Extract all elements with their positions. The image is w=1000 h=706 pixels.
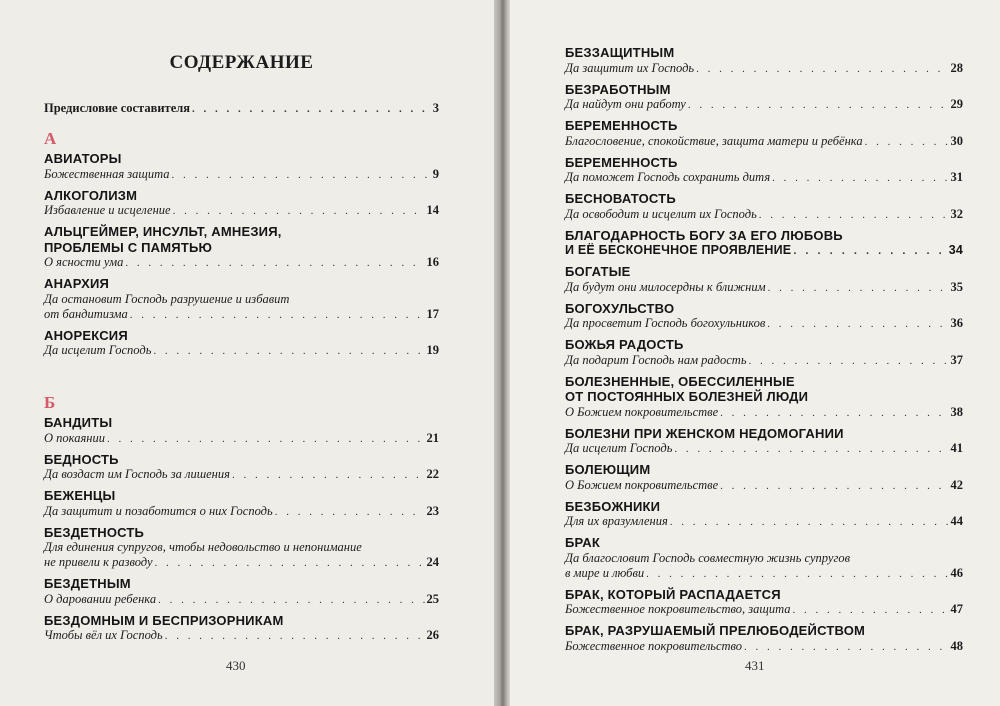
entry-heading: АЛЬЦГЕЙМЕР, ИНСУЛЬТ, АМНЕЗИЯ, xyxy=(44,224,282,239)
entry-heading: АЛКОГОЛИЗМ xyxy=(44,187,138,203)
entry-subtitle: Да исцелит Господь xyxy=(565,441,673,455)
entry-heading: БЕЗЗАЩИТНЫМ xyxy=(565,45,675,60)
entry-subtitle: Да исцелит Господь xyxy=(44,343,152,357)
toc-entry[interactable] xyxy=(565,155,963,187)
toc-entry[interactable] xyxy=(565,374,963,421)
toc-entry[interactable] xyxy=(44,613,439,645)
toc-entry[interactable] xyxy=(565,587,963,619)
left-page xyxy=(0,0,494,706)
entry-subtitle-cont: в мире и любви xyxy=(565,565,645,580)
entry-heading: БРАК xyxy=(565,535,600,550)
entry-heading: БЕЗДЕТНЫМ xyxy=(44,576,131,591)
page-number: 9 xyxy=(432,166,439,181)
entry-subtitle: Да просветит Господь богохульников xyxy=(565,316,766,330)
entry-heading: БЕЗРАБОТНЫМ xyxy=(565,81,671,97)
entry-heading: БОГОХУЛЬСТВО xyxy=(565,300,675,316)
entry-subtitle: Да будут они милосердны к ближним xyxy=(565,279,766,294)
toc-entry[interactable] xyxy=(44,276,439,323)
entry-subtitle: Да найдут они работу xyxy=(565,97,686,111)
page-number: 26 xyxy=(426,628,439,642)
entry-subtitle: О даровании ребенка xyxy=(44,591,157,606)
entry-heading: БЕЗДЕТНОСТЬ xyxy=(44,524,145,540)
entry-heading: БРАК, РАЗРУШАЕМЫЙ ПРЕЛЮБОДЕЙСТВОМ xyxy=(565,623,866,638)
entry-subtitle: Да остановит Господь разрушение и избавит xyxy=(44,291,290,306)
entry-subtitle: Благословение, спокойствие, защита матери и ребёнка xyxy=(565,133,863,148)
page-number: 42 xyxy=(950,477,963,492)
page-number: 14 xyxy=(426,203,439,217)
entry-heading: БОГАТЫЕ xyxy=(565,264,631,279)
toc-entry[interactable] xyxy=(565,118,963,150)
entry-heading: БОЛЕЗНИ ПРИ ЖЕНСКОМ НЕДОМОГАНИИ xyxy=(565,425,844,441)
preface-label: Предисловие составителя xyxy=(44,101,191,115)
toc-entry[interactable] xyxy=(565,301,963,333)
toc-entry[interactable] xyxy=(44,525,439,572)
page-number: 35 xyxy=(950,279,963,294)
entry-subtitle: Да защитит их Господь xyxy=(565,60,695,75)
entry-heading-cont: ПРОБЛЕМЫ С ПАМЯТЬЮ xyxy=(44,239,213,255)
toc-entry[interactable] xyxy=(565,426,963,458)
page-folio: 430 xyxy=(226,658,246,673)
page-number: 21 xyxy=(426,430,439,445)
entry-heading: БЕДНОСТЬ xyxy=(44,451,119,467)
toc-left xyxy=(44,52,439,649)
toc-entry[interactable] xyxy=(565,499,963,531)
entry-heading: БОЛЕЮЩИМ xyxy=(565,462,651,477)
entry-subtitle-cont: от бандитизма xyxy=(44,306,128,321)
entry-heading: БЕРЕМЕННОСТЬ xyxy=(565,154,678,170)
entry-subtitle: Божественная защита xyxy=(44,166,170,181)
page-number: 36 xyxy=(950,316,963,330)
entry-subtitle: Да подарит Господь нам радость xyxy=(565,352,747,367)
entry-subtitle: Да благословит Господь совместную жизнь супругов xyxy=(565,550,850,565)
toc-entry[interactable] xyxy=(565,82,963,114)
entry-heading: БРАК, КОТОРЫЙ РАСПАДАЕТСЯ xyxy=(565,586,781,602)
entry-subtitle: Да защитит и позаботится о них Господь xyxy=(44,503,273,518)
page-number: 37 xyxy=(950,352,963,367)
page-folio: 431 xyxy=(745,658,765,673)
entry-subtitle: Чтобы вёл их Господь xyxy=(44,628,163,642)
entry-subtitle: Божественное покровительство, защита xyxy=(565,602,791,616)
entry-subtitle: Божественное покровительство xyxy=(565,638,743,653)
toc-entry[interactable] xyxy=(44,328,439,360)
toc-entry[interactable] xyxy=(44,576,439,608)
entry-subtitle: О ясности ума xyxy=(44,255,124,269)
entry-heading: АНОРЕКСИЯ xyxy=(44,327,128,343)
entry-subtitle-cont: не привели к разводу xyxy=(44,555,153,569)
entry-heading: АВИАТОРЫ xyxy=(44,151,122,166)
page-number: 16 xyxy=(426,255,439,269)
page-number: 22 xyxy=(426,467,439,481)
page-number: 30 xyxy=(950,133,963,148)
page-number: 19 xyxy=(426,343,439,357)
entry-subtitle: Для единения супругов, чтобы недовольство и непонимание xyxy=(44,540,362,554)
page-number: 3 xyxy=(432,101,439,115)
entry-heading: БЕРЕМЕННОСТЬ xyxy=(565,118,678,133)
entry-heading: БЕЗДОМНЫМ И БЕСПРИЗОРНИКАМ xyxy=(44,612,284,628)
entry-subtitle: Да освободит и исцелит их Господь xyxy=(565,206,757,221)
toc-entry[interactable] xyxy=(44,452,439,484)
toc-entry[interactable] xyxy=(44,151,439,183)
page-number: 34 xyxy=(948,243,963,257)
entry-subtitle: Да воздаст им Господь за лишения xyxy=(44,467,230,481)
page-number: 46 xyxy=(950,565,963,580)
page-number: 32 xyxy=(950,206,963,221)
page-number: 41 xyxy=(950,441,963,455)
toc-right xyxy=(565,45,963,660)
toc-entry[interactable] xyxy=(565,191,963,223)
entry-subtitle: О Божием покровительстве xyxy=(565,477,719,492)
entry-heading: БАНДИТЫ xyxy=(44,415,113,430)
page-number: 48 xyxy=(950,638,963,653)
entry-heading: БОЖЬЯ РАДОСТЬ xyxy=(565,337,684,352)
entry-heading: БЛАГОДАРНОСТЬ БОГУ ЗА ЕГО ЛЮБОВЬ xyxy=(565,227,843,243)
toc-entry[interactable] xyxy=(565,462,963,494)
toc-entry[interactable] xyxy=(44,188,439,220)
preface-entry[interactable] xyxy=(44,101,439,117)
page-number: 44 xyxy=(950,514,963,528)
page-number: 23 xyxy=(426,503,439,518)
toc-entry[interactable] xyxy=(565,228,963,260)
page-number: 29 xyxy=(950,97,963,111)
page-number: 24 xyxy=(426,555,439,569)
entry-subtitle: О Божием покровительстве xyxy=(565,404,719,419)
toc-entry[interactable] xyxy=(565,45,963,77)
toc-entry[interactable] xyxy=(565,337,963,369)
toc-entry[interactable] xyxy=(565,264,963,296)
toc-entry[interactable] xyxy=(44,415,439,447)
page-title: СОДЕРЖАНИЕ xyxy=(169,52,314,73)
page-number: 47 xyxy=(950,602,963,616)
entry-subtitle: Избавление и исцеление xyxy=(44,203,171,217)
right-page xyxy=(510,0,1000,706)
entry-heading: БОЛЕЗНЕННЫЕ, ОБЕССИЛЕННЫЕ xyxy=(565,373,795,389)
page-number: 25 xyxy=(426,591,439,606)
page-number: 17 xyxy=(426,306,439,321)
entry-heading-cont: И ЕЁ БЕСКОНЕЧНОЕ ПРОЯВЛЕНИЕ xyxy=(565,243,792,257)
section-letter-a: А xyxy=(44,129,57,148)
page-number: 28 xyxy=(950,60,963,75)
toc-entry[interactable] xyxy=(565,623,963,655)
toc-entry[interactable] xyxy=(44,488,439,520)
toc-entry[interactable] xyxy=(565,535,963,582)
entry-subtitle: Для их вразумления xyxy=(565,514,668,528)
entry-heading: БЕЗБОЖНИКИ xyxy=(565,498,661,514)
entry-subtitle: О покаянии xyxy=(44,430,105,445)
book-spine xyxy=(494,0,510,706)
page-number: 38 xyxy=(950,404,963,419)
entry-heading: БЕСНОВАТОСТЬ xyxy=(565,191,676,206)
entry-subtitle: Да поможет Господь сохранить дитя xyxy=(565,170,771,184)
page-number: 31 xyxy=(950,170,963,184)
entry-heading: БЕЖЕНЦЫ xyxy=(44,488,116,503)
section-letter-b: Б xyxy=(44,393,56,412)
entry-heading: АНАРХИЯ xyxy=(44,276,110,291)
toc-entry[interactable] xyxy=(44,224,439,271)
entry-heading-cont: ОТ ПОСТОЯННЫХ БОЛЕЗНЕЙ ЛЮДИ xyxy=(565,389,809,404)
